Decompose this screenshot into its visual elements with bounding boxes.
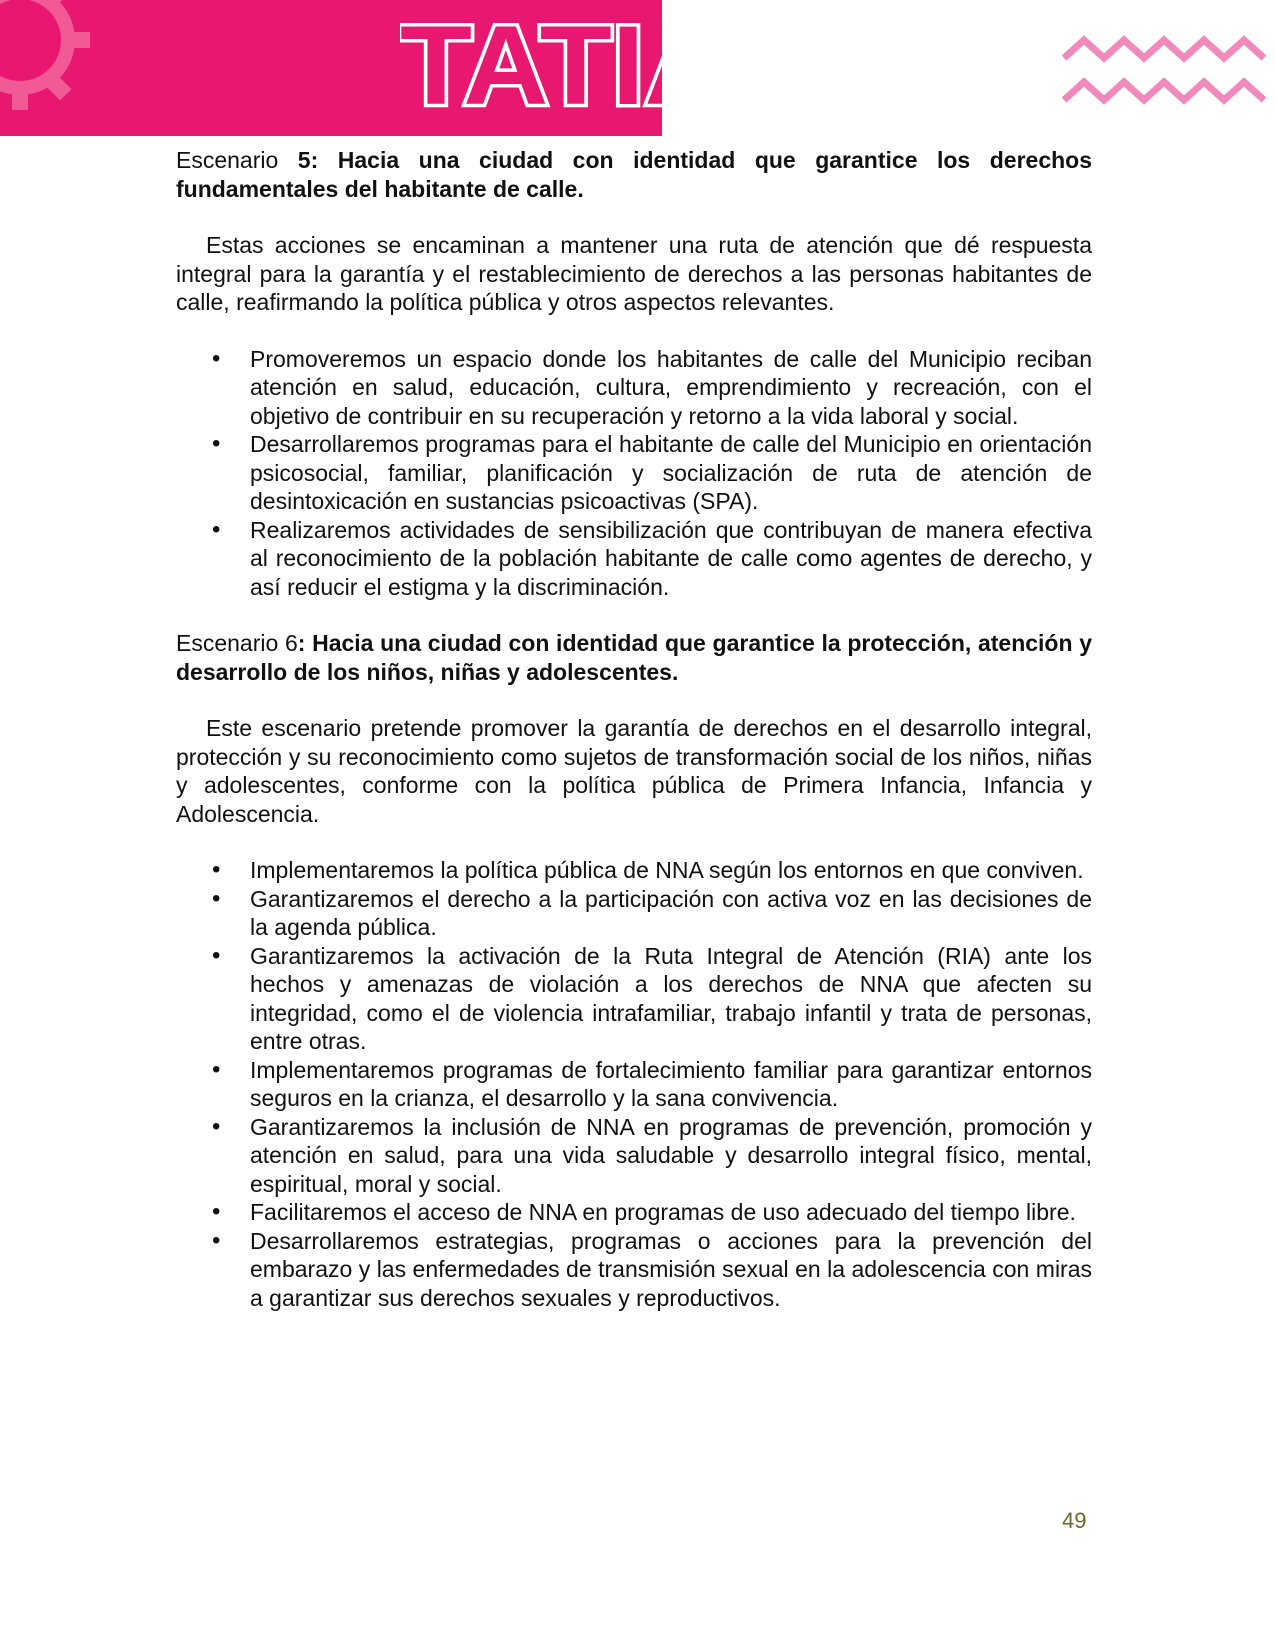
list-item: • Garantizaremos la inclusión de NNA en programas de prevención, promoción y atención en salud, para una vida saludable y desarrollo integral físico, mental, espiritual, moral y social. [250, 1113, 1092, 1199]
list-item: • Desarrollaremos programas para el habitante de calle del Municipio en orientación psicosocial, familiar, planificación y socialización de ruta de atención de desintoxicación en sustancias psicoactivas (SPA). [250, 430, 1092, 516]
scenario-6-heading: Escenario 6: Hacia una ciudad con identidad que garantice la protección, atención y desarrollo de los niños, niñas y adolescentes. [176, 630, 1092, 685]
list-item: • Implementaremos programas de fortalecimiento familiar para garantizar entornos seguros en la crianza, el desarrollo y la sana convivencia. [250, 1056, 1092, 1113]
list-item: • Promoveremos un espacio donde los habitantes de calle del Municipio reciban atención en salud, educación, cultura, emprendimiento y recreación, con el objetivo de contribuir en su recuperación y retorno a la vida laboral y social. [250, 345, 1092, 431]
list-item: • Garantizaremos la activación de la Ruta Integral de Atención (RIA) ante los hechos y amenazas de violación a los derechos de NNA que afecten su integridad, como el de violencia intrafamiliar, trabajo infantil y trata de personas, entre otras. [250, 942, 1092, 1056]
list-item: • Desarrollaremos estrategias, programas o acciones para la prevención del embarazo y las enfermedades de transmisión sexual en la adolescencia con miras a garantizar sus derechos sexuales y reproductivos. [250, 1227, 1092, 1313]
list-item: • Facilitaremos el acceso de NNA en programas de uso adecuado del tiempo libre. [250, 1198, 1092, 1227]
scenario-6-list [176, 856, 1092, 1312]
gear-icon [0, 0, 100, 120]
header-banner [0, 0, 900, 136]
scenario-5-heading: Escenario 5: Hacia una ciudad con identidad que garantice los derechos fundamentales del habitante de calle. [176, 147, 1093, 202]
scenario-5-list [176, 345, 1092, 602]
document-body [176, 146, 1092, 1340]
scenario-6-paragraph: Este escenario pretende promover la garantía de derechos en el desarrollo integral, protección y su reconocimiento como sujetos de transformación social de los niños, niñas y adolescentes, conforme con la política pública de Primera Infancia, Infancia y Adolescencia. [176, 715, 1092, 827]
list-item: • Garantizaremos el derecho a la participación con activa voz en las decisiones de la agenda pública. [250, 885, 1092, 942]
list-item: • Implementaremos la política pública de NNA según los entornos en que conviven. [250, 856, 1092, 885]
zigzag-icon [1062, 32, 1267, 108]
brand-logo [400, 18, 900, 114]
list-item: • Realizaremos actividades de sensibilización que contribuyan de manera efectiva al reconocimiento de la población habitante de calle como agentes de derecho, y así reducir el estigma y la discriminación. [250, 516, 1092, 602]
page-number: 49 [1062, 1508, 1087, 1533]
scenario-5-paragraph: Estas acciones se encaminan a mantener una ruta de atención que dé respuesta integral para la garantía y el restablecimiento de derechos a las personas habitantes de calle, reafirmando la política pública y otros aspectos relevantes. [176, 232, 1092, 315]
logo-text: TATIANA [400, 18, 900, 114]
